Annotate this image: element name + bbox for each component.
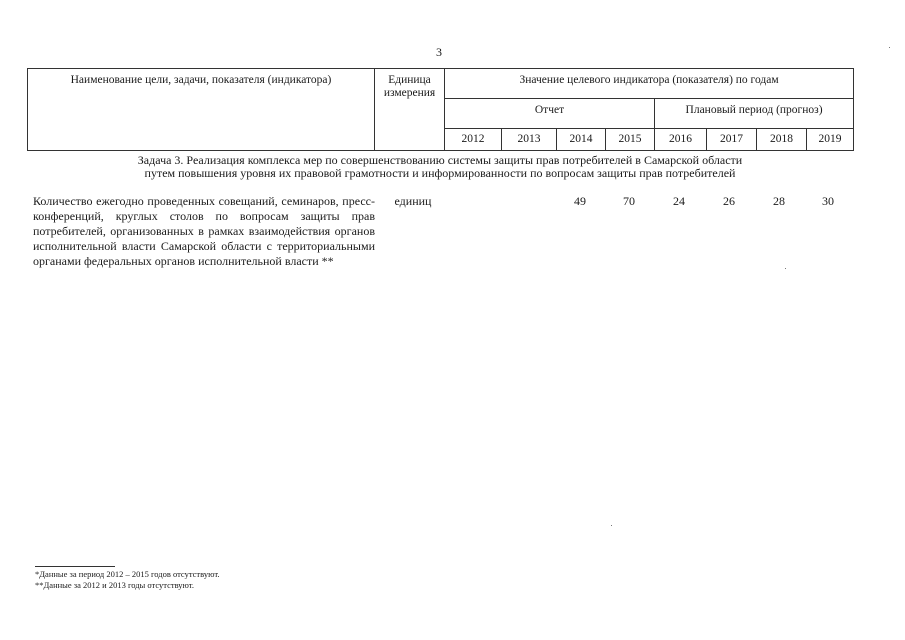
header-plan-group: Плановый период (прогноз) xyxy=(655,99,854,129)
footnote-separator xyxy=(35,566,115,567)
header-report-group: Отчет xyxy=(445,99,655,129)
indicator-name: Количество ежегодно проведенных совещаний, семинаров, пресс-конференций, круглых столов по вопросам защиты прав потребителей, организованных в рамках взаимодействия органов исполнительной власти Самарской области с территориальными органами федеральных органов исполнительной власти ** xyxy=(33,194,375,268)
indicator-unit: единиц xyxy=(394,194,432,208)
scan-speck xyxy=(611,525,612,526)
task-title xyxy=(40,154,840,180)
page-number: 3 xyxy=(436,45,442,59)
indicator-value: 30 xyxy=(822,194,834,208)
task-title-line: Задача 3. Реализация комплекса мер по совершенствованию системы защиты прав потребителей в Самарской области xyxy=(137,153,743,167)
indicator-value: 49 xyxy=(574,194,586,208)
indicator-value: 28 xyxy=(773,194,785,208)
indicator-value: 26 xyxy=(723,194,735,208)
indicator-value: 24 xyxy=(673,194,685,208)
footnotes xyxy=(35,569,220,591)
header-year: 2017 xyxy=(707,129,757,151)
task-title-line: путем повышения уровня их правовой грамотности и информированности по вопросам защиты прав потребителей xyxy=(144,166,736,180)
header-year: 2013 xyxy=(502,129,557,151)
header-year: 2018 xyxy=(757,129,807,151)
header-unit-column: Единица измерения xyxy=(375,69,445,151)
header-year: 2012 xyxy=(445,129,502,151)
header-values-column: Значение целевого индикатора (показателя) по годам xyxy=(445,69,854,99)
footnote: **Данные за 2012 и 2013 годы отсутствуют. xyxy=(35,580,194,590)
scan-speck xyxy=(889,47,890,48)
footnote: *Данные за период 2012 – 2015 годов отсутствуют. xyxy=(35,569,220,579)
header-year: 2015 xyxy=(606,129,655,151)
header-year: 2014 xyxy=(557,129,606,151)
indicator-table-header xyxy=(27,68,854,151)
header-name-column: Наименование цели, задачи, показателя (индикатора) xyxy=(28,69,375,151)
scan-speck xyxy=(785,268,786,269)
indicator-value: 70 xyxy=(623,194,635,208)
header-year: 2019 xyxy=(807,129,854,151)
header-year: 2016 xyxy=(655,129,707,151)
